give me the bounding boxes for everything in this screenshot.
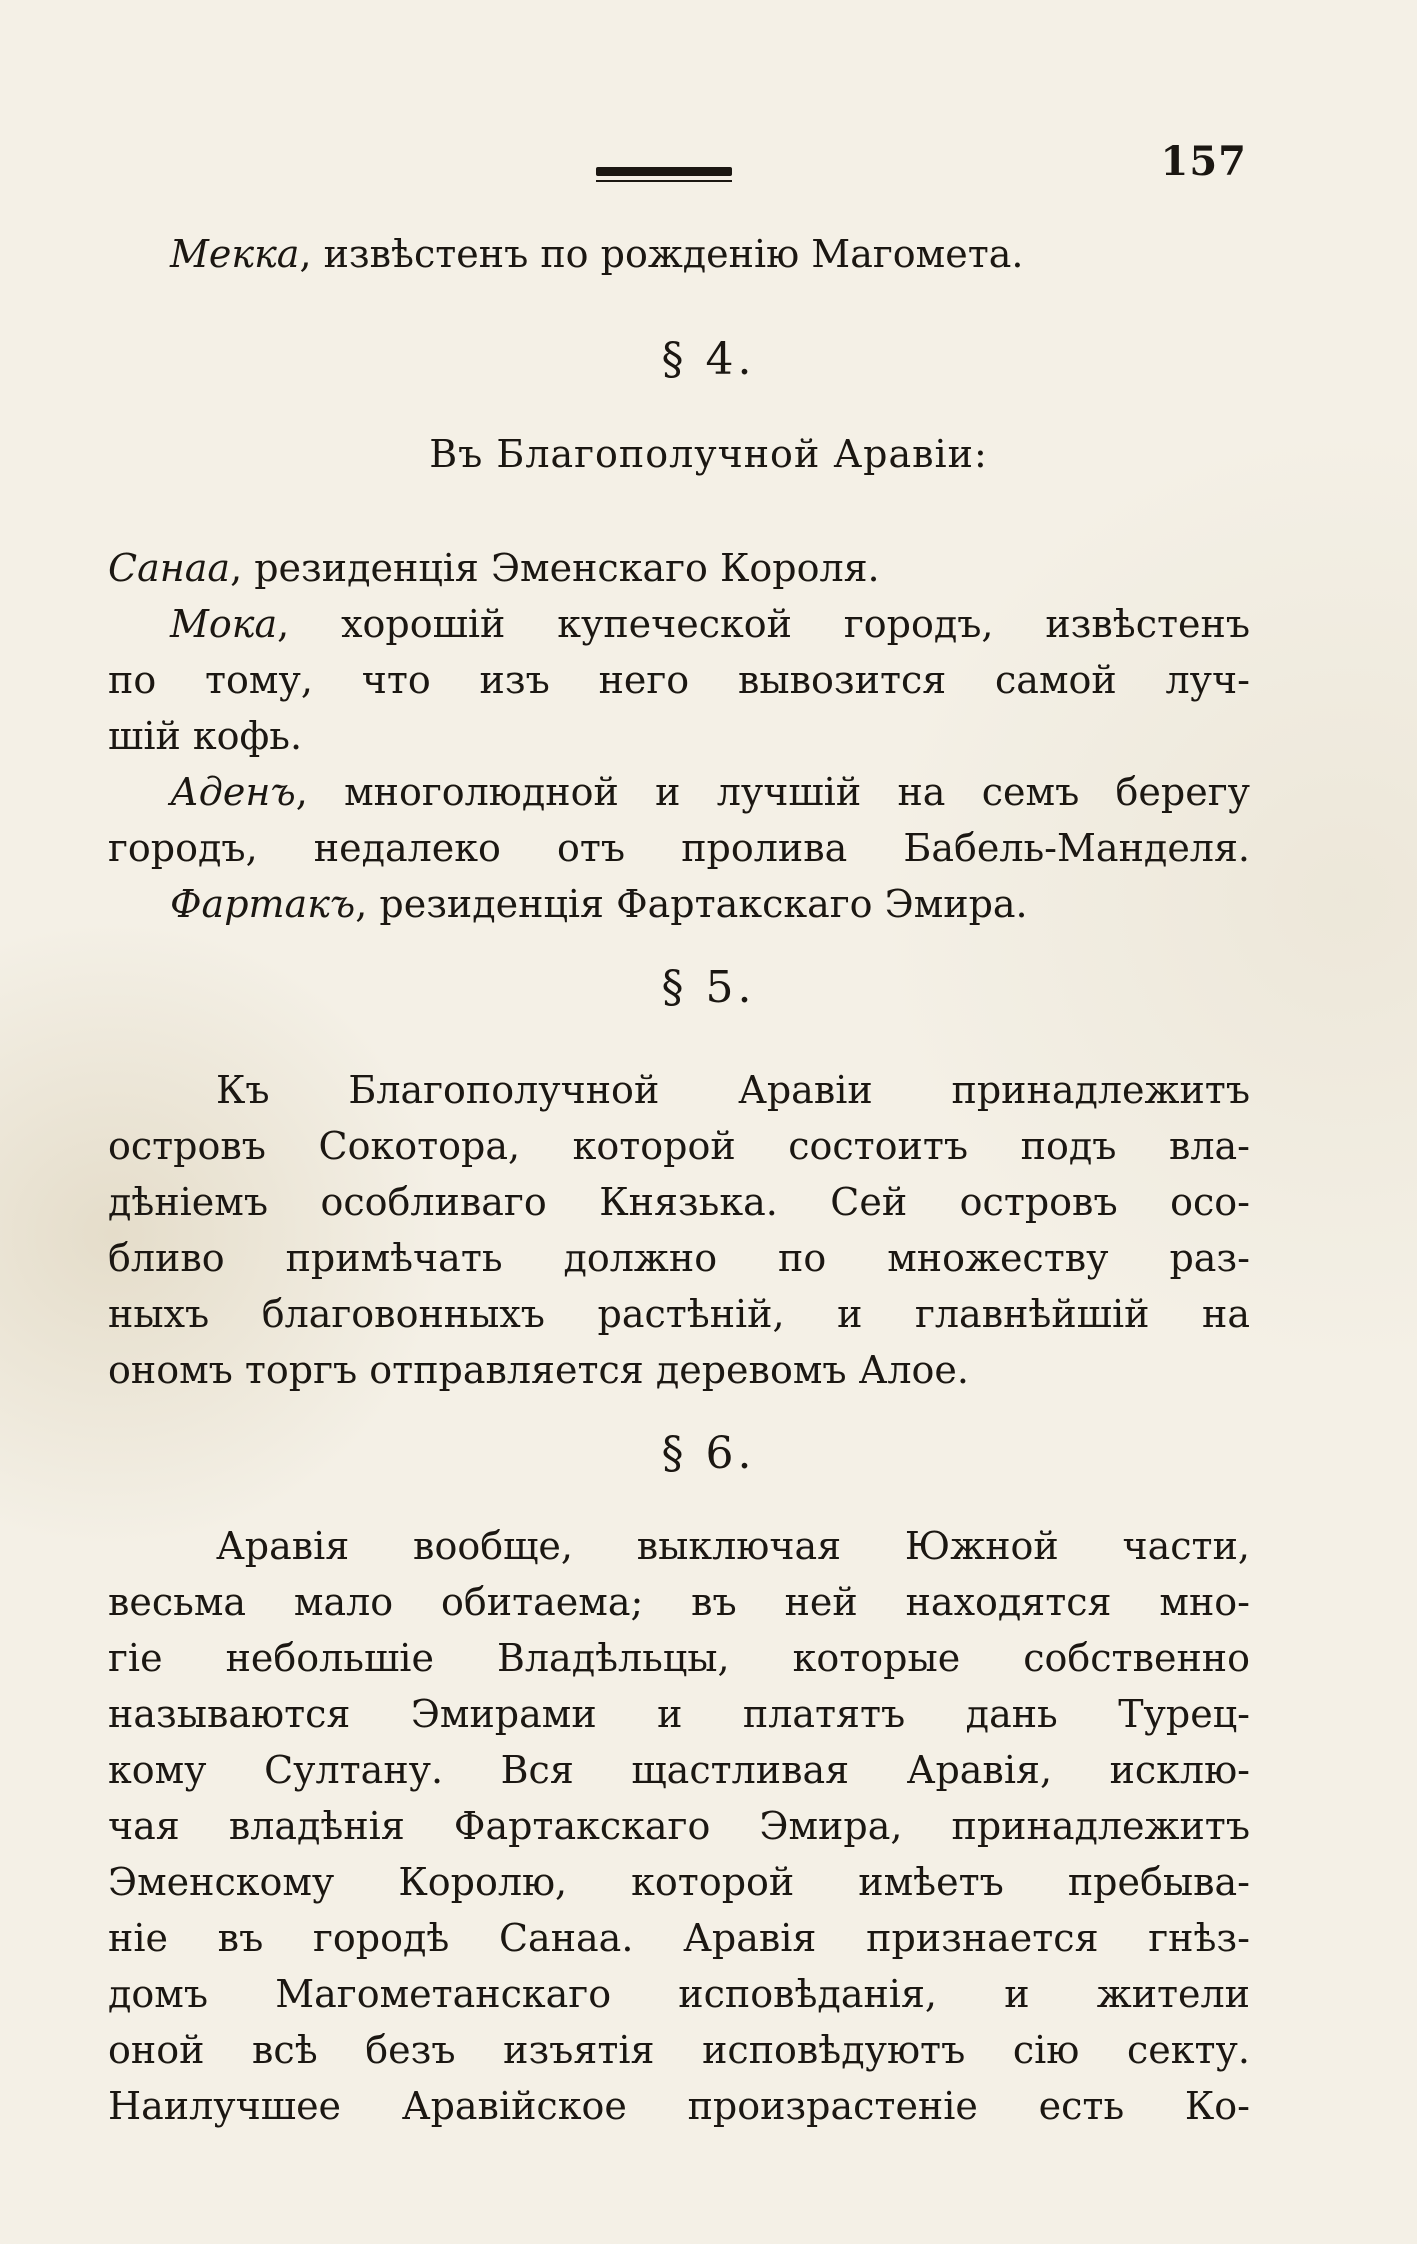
intro-paragraph: [108, 226, 1250, 282]
entry-line: [108, 764, 1250, 820]
entry-line: по тому, что изъ него вывозится самой луч-: [108, 658, 1250, 702]
entry-text: , многолюдной и лучшій на семъ берегу: [295, 770, 1250, 814]
paragraph-line: Эменскому Королю, которой имѣетъ пребыва-: [108, 1860, 1250, 1904]
section-4-heading: Въ Благополучной Аравіи:: [429, 432, 988, 476]
paragraph-line: ономъ торгъ отправляется деревомъ Алое.: [108, 1348, 969, 1392]
paragraph-line: Къ Благополучной Аравіи принадлежитъ: [216, 1068, 1250, 1112]
section-6-paragraph: [108, 1518, 1250, 2134]
paragraph-line: домъ Магометанскаго исповѣданія, и жители: [108, 1972, 1250, 2016]
header-rule-thin: [596, 180, 732, 182]
page-number: 157: [1160, 138, 1247, 185]
intro-text: , извѣстенъ по рожденію Магомета.: [299, 232, 1024, 276]
section-4-mark: § 4.: [661, 334, 756, 385]
entry-line: [108, 596, 1250, 652]
paragraph-line: гіе небольшіе Владѣльцы, которые собственно: [108, 1636, 1250, 1680]
place-name: Мока: [170, 602, 278, 646]
header-rule: [596, 167, 732, 182]
paragraph-line: Аравія вообще, выключая Южной части,: [216, 1524, 1250, 1568]
paragraph-line: ныхъ благовонныхъ растѣній, и главнѣйшій на: [108, 1292, 1250, 1336]
intro-line: [108, 226, 1250, 282]
entry-line: [108, 540, 1250, 596]
paragraph-line: весьма мало обитаема; въ ней находятся мно-: [108, 1580, 1250, 1624]
paragraph-line: оной всѣ безъ изъятія исповѣдуютъ сію секту.: [108, 2028, 1250, 2072]
entry-text: , резиденція Эменскаго Короля.: [230, 546, 880, 590]
paragraph-line: бливо примѣчать должно по множеству раз-: [108, 1236, 1250, 1280]
section-5-paragraph: [108, 1062, 1250, 1398]
section-6-mark: § 6.: [661, 1428, 756, 1479]
paragraph-line: Наилучшее Аравійское произрастеніе есть Ко-: [108, 2084, 1250, 2128]
place-name: Аденъ: [170, 770, 296, 814]
header-rule-thick: [596, 167, 732, 176]
entry-line: шій кофь.: [108, 714, 303, 758]
paragraph-line: чая владѣнія Фартакскаго Эмира, принадлежитъ: [108, 1804, 1250, 1848]
section-5-mark: § 5.: [661, 962, 756, 1013]
entry-line: [108, 876, 1250, 932]
paragraph-line: ніе въ городѣ Санаа. Аравія признается гнѣз-: [108, 1916, 1250, 1960]
section-4-list: [108, 540, 1250, 932]
paragraph-line: дѣніемъ особливаго Князька. Сей островъ осо-: [108, 1180, 1250, 1224]
paragraph-line: островъ Сокотора, которой состоитъ подъ вла-: [108, 1124, 1250, 1168]
entry-text: , резиденція Фартакскаго Эмира.: [355, 882, 1028, 926]
paragraph-line: кому Султану. Вся щастливая Аравія, исклю-: [108, 1748, 1250, 1792]
place-name: Мекка: [170, 232, 300, 276]
paragraph-line: называются Эмирами и платятъ дань Турец-: [108, 1692, 1250, 1736]
entry-line: городъ, недалеко отъ пролива Бабель-Манделя.: [108, 826, 1250, 870]
place-name: Фартакъ: [170, 882, 356, 926]
place-name: Санаа: [108, 546, 231, 590]
entry-text: , хорошій купеческой городъ, извѣстенъ: [277, 602, 1250, 646]
